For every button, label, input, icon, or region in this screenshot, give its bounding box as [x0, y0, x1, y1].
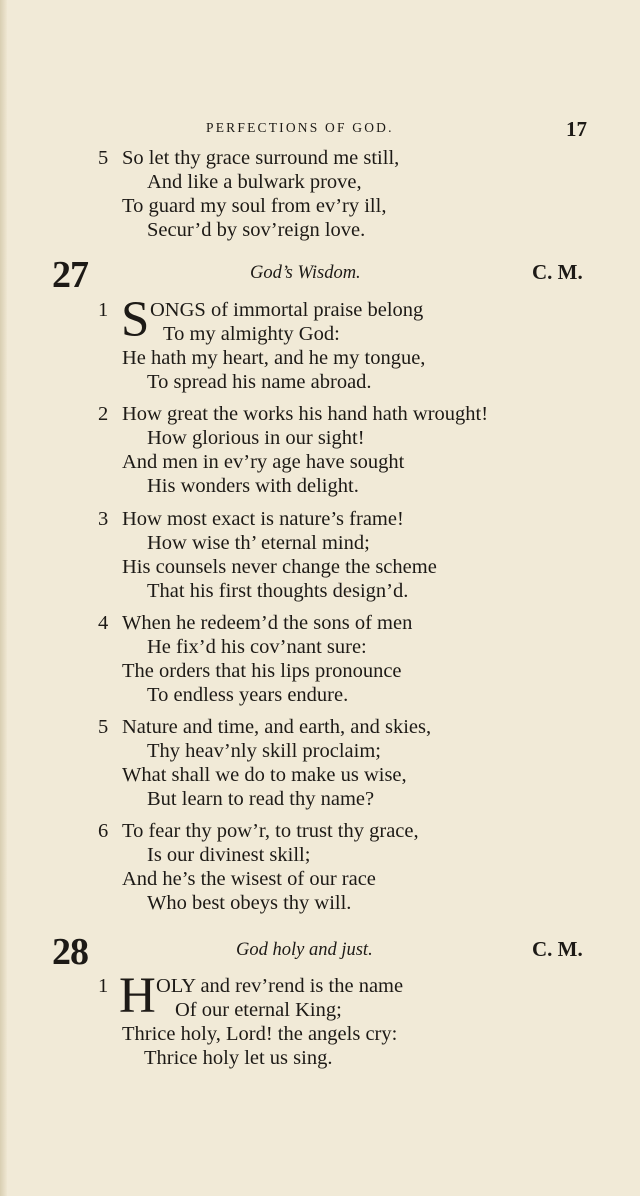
- hymn-meter: C. M.: [532, 260, 583, 284]
- verse-line: ONGS of immortal praise belong: [150, 299, 424, 321]
- verse-number: 4: [98, 612, 109, 634]
- verse-number: 5: [98, 147, 109, 169]
- verse-line: Thrice holy, Lord! the angels cry:: [122, 1023, 398, 1045]
- verse-line: So let thy grace surround me still,: [122, 147, 400, 169]
- running-title: PERFECTIONS OF GOD.: [206, 120, 394, 135]
- verse-number: 3: [98, 508, 109, 530]
- verse-line: How wise th’ eternal mind;: [147, 532, 370, 554]
- verse-number: 2: [98, 403, 109, 425]
- verse-line: To fear thy pow’r, to trust thy grace,: [122, 820, 419, 842]
- hymn-27-heading: [0, 255, 640, 295]
- verse-line: His wonders with delight.: [147, 475, 359, 497]
- hymn-title: God’s Wisdom.: [250, 263, 361, 283]
- verse-line: How most exact is nature’s frame!: [122, 508, 404, 530]
- verse-line: Thrice holy let us sing.: [144, 1047, 333, 1069]
- verse-line: And men in ev’ry age have sought: [122, 451, 405, 473]
- verse-line: And he’s the wisest of our race: [122, 868, 376, 890]
- verse-line: To my almighty God:: [163, 323, 340, 345]
- verse-line: To endless years endure.: [147, 684, 349, 706]
- verse-line: OLY and rev’rend is the name: [156, 975, 404, 997]
- verse-line: What shall we do to make us wise,: [122, 764, 407, 786]
- verse-line: To spread his name abroad.: [147, 371, 372, 393]
- verse-line: He fix’d his cov’nant sure:: [147, 636, 367, 658]
- verse-line: His counsels never change the scheme: [122, 556, 437, 578]
- verse-line: Thy heav’nly skill proclaim;: [147, 740, 381, 762]
- verse-line: When he redeem’d the sons of men: [122, 612, 413, 634]
- verse-line: Is our divinest skill;: [147, 844, 311, 866]
- verse-line: How great the works his hand hath wrought!: [122, 403, 489, 425]
- verse-line: How glorious in our sight!: [147, 427, 365, 449]
- verse-number: 1: [98, 299, 109, 321]
- running-head: [0, 117, 640, 139]
- verse-line: But learn to read thy name?: [147, 788, 375, 810]
- hymn-number: 28: [52, 931, 88, 973]
- hymn-meter: C. M.: [532, 937, 583, 961]
- verse-line: The orders that his lips pronounce: [122, 660, 402, 682]
- drop-cap: S: [121, 292, 150, 348]
- hymn-title: God holy and just.: [236, 940, 373, 960]
- page-number: 17: [566, 117, 587, 141]
- page-gutter-edge: [0, 0, 7, 1196]
- verse-line: Secur’d by sov’reign love.: [147, 219, 366, 241]
- verse-line: Nature and time, and earth, and skies,: [122, 716, 432, 738]
- verse-line: Of our eternal King;: [175, 999, 342, 1021]
- verse-line: To guard my soul from ev’ry ill,: [122, 195, 387, 217]
- verse-number: 5: [98, 716, 109, 738]
- hymn-number: 27: [52, 254, 88, 296]
- hymn-28-heading: [0, 932, 640, 972]
- verse-line: That his first thoughts design’d.: [147, 580, 409, 602]
- verse-number: 1: [98, 975, 109, 997]
- verse-line: He hath my heart, and he my tongue,: [122, 347, 426, 369]
- drop-cap: H: [119, 968, 156, 1024]
- verse-line: And like a bulwark prove,: [147, 171, 362, 193]
- verse-line: Who best obeys thy will.: [147, 892, 352, 914]
- verse-number: 6: [98, 820, 109, 842]
